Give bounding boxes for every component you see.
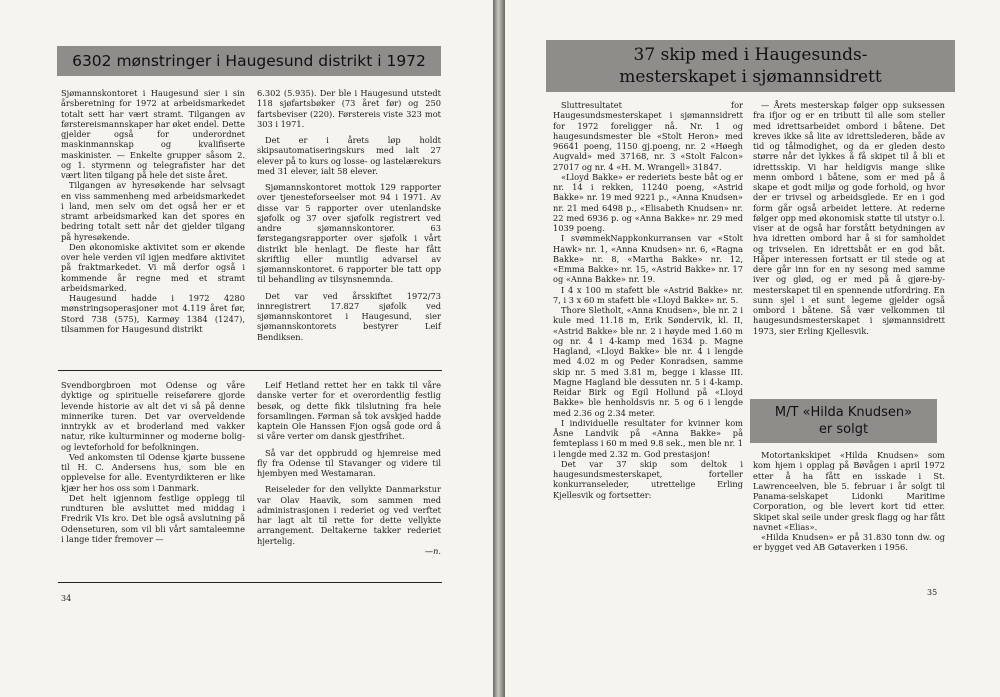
paragraph: Reiseleder for den vellykte Danmarkstur var Olav Haavik, som sammen med administrasjonen i rederiet og ved verftet har lagt alt til rette for dette vellykte arrangement. Deltakerne takker rederiet hjertelig.: [257, 484, 441, 546]
article-column-2: [257, 88, 441, 342]
paragraph: Svendborgbroen mot Odense og våre dyktige og spirituelle reiseførere gjorde levende historie av alt det vi så på denne minnerike turen. Det var overveldende inntrykk av et broderland med vakker natur, rike kulturminner og moderne bolig- og levteforhold for befolkningen.: [61, 380, 245, 452]
paragraph: Det var ved årsskiftet 1972/73 innregistrert 17.827 sjøfolk ved sjømannskontoret i Haugesund, sier sjømannskontorets bestyrer Leif Bendiksen.: [257, 290, 441, 342]
article-column-3: [753, 450, 945, 553]
paragraph: «Lloyd Bakke» er rederiets beste båt og er nr. 14 i rekken, 11240 poeng, «Astrid Bakke» nr. 19 med 9221 p., «Anna Knudsen» nr. 21 med 6498 p., «Elisabeth Knudsen» nr. 22 med 6936 p. og «Anna Bakke» nr. 29 med 1039 poeng.: [553, 171, 743, 233]
subheadline-line-2: er solgt: [818, 422, 869, 437]
paragraph: I 4 x 100 m stafett ble «Astrid Bakke» nr. 7, i 3 x 60 m stafett ble «Lloyd Bakke» nr. 5.: [553, 284, 743, 305]
paragraph: Det er i årets løp holdt skipsautomatiseringskurs med ialt 27 elever på to kurs og losse- og lastelærekurs med 31 elever, ialt 58 elever.: [257, 135, 441, 176]
paragraph: — Årets mesterskap følger opp suksessen fra ifjor og er en tributt til alle som steller med idrettsarbeidet ombord i båtene. Det kreves ikke så lite av idrettslederen, både av tid og tålmodighet, og da er gleden desto større når det lykkes å få skipet til å bli et idrettsskip. Vi har heldigvis mange slike menn ombord i båtene, som er med på å skape et godt miljø og gode forhold, og hvor der er trivsel og arbeidsglede. Er en i god form går også arbeidet lettere. At rederne følger opp med økonomisk støtte til utstyr o.l. viser at de også har forstått betydningen av hva idretten ombord har å si for samholdet og trivselen. En idrettsbåt er en god båt. Håper interessen fortsatt er til stede og at dere går inn for en ny sesong med samme iver og glød, og er med på å gjøre-by-mesterskapet til en spennende utfordring. En sunn sjel i et sunt legeme gjelder også ombord i båtene. Så vær velkommen til haugesundsmesterskapet i sjømannsidrett 1973, sier Erling Kjellesvik.: [753, 100, 945, 336]
paragraph: Thore Sletholt, «Anna Knudsen», ble nr. 2 i kule med 11.18 m, Erik Søndervik, kl. II, «Astrid Bakke» ble nr. 2 i høyde med 1.60 m og nr. 4 i 4-kamp med 1634 p. Magne Hagland, «Lloyd Bakke» ble nr. 4 i lengde med 4.02 m og Peder Konradsen, samme skip nr. 5 med 3.81 m, begge i klasse III. Magne Hagland ble dessuten nr. 5 i 4-kamp. Reidar Birk og Egil Hollund på «Lloyd Bakke» ble henholdsvis nr. 5 og 6 i lengde med 2.36 og 2.34 meter.: [553, 305, 743, 418]
book-gutter: [493, 0, 505, 697]
paragraph: I individuelle resultater for kvinner kom Åsne Landvik på «Anna Bakke» på femteplass i 60 m med 9.8 sek., men ble nr. 1 i lengde med 2.32 m. God prestasjon!: [553, 417, 743, 459]
headline-banner: [57, 46, 441, 76]
subheadline-box: [750, 399, 937, 443]
page-number: 35: [927, 588, 938, 597]
paragraph: Haugesund hadde i 1972 4280 mønstringsoperasjoner mot 4.119 året før, Stord 738 (575), Karmøy 1384 (1247), tilsammen for Haugesund distrikt: [61, 293, 245, 334]
headline-banner: [546, 40, 955, 92]
article-column-4: [257, 380, 441, 556]
article-column-2: [753, 100, 945, 336]
paragraph: Tilgangen av hyresøkende har selvsagt en viss sammenheng med arbeidsmarkedet i land, men selv om det også her er et stramt arbeidsmarked kan det spores en bedring totalt sett når det gjelder tilgang på hyresøkende.: [61, 180, 245, 242]
paragraph: Den økonomiske aktivitet som er økende over hele verden vil igjen medføre aktivitet på fraktmarkedet. Vi må derfor også i kommende år regne med et stramt arbeidsmarked.: [61, 241, 245, 293]
left-page: [0, 0, 493, 697]
paragraph: Det helt igjennom festlige opplegg til rundturen ble avsluttet med middag i Fredrik VIs kro. Det ble også avslutning på Odenseturen, som vil bli vårt samtaleemne i lange tider fremover —: [61, 492, 245, 544]
right-page: [505, 0, 1000, 697]
article-column-1: [553, 100, 743, 500]
paragraph: Sjømannskontoret mottok 129 rapporter over tjenesteforseelser mot 94 i 1971. Av disse var 5 rapporter over utenlandske sjøfolk og 37 over sjøfolk registrert ved andre sjømannskontorer. 63 førstegangsrapporter over sjøfolk i vårt distrikt ble henlagt. De fleste har fått skriftlig eller muntlig advarsel av sjømannskontoret. 6 rapporter ble tatt opp til behandling av tilsynsnemnda.: [257, 182, 441, 285]
author-signature: —n.: [424, 545, 441, 556]
section-end-rule: [58, 582, 442, 583]
paragraph: 6.302 (5.935). Der ble i Haugesund utstedt 118 sjøfartsbøker (73 året før) og 250 fartsbeviser (220). Førstereis viste 323 mot 303 i 1971.: [257, 88, 441, 129]
paragraph: Leif Hetland rettet her en takk til våre danske verter for et overordentlig festlig besøk, og dette fikk tilslutning fra hele forsamlingen. Førman så tok avskjed hadde kaptein Ole Hanssen Fjon også gode ord å si våre verter om dansk gjestfrihet.: [257, 380, 441, 442]
subheadline-line-1: M/T «Hilda Knudsen»: [774, 405, 913, 420]
paragraph: Motortankskipet «Hilda Knudsen» som kom hjem i opplag på Bøvågen i april 1972 etter å ha fått en isskade i St. Lawrenceelven, ble 5. februar i år solgt til Panama-selskapet Lidonki Maritime Corporation, og ble levert kort tid etter. Skipet skal seile under gresk flagg og har fått navnet «Elias».: [753, 450, 945, 532]
paragraph: Ved ankomsten til Odense kjørte bussene til H. C. Andersens hus, som ble en opplevelse for alle. Eventyrdikteren er like kjær her hos oss som i Danmark.: [61, 451, 245, 493]
paragraph: «Hilda Knudsen» er på 31.830 tonn dw. og er bygget ved AB Gøtaverken i 1956.: [753, 532, 945, 553]
article-column-1: [61, 88, 245, 334]
headline-line-2: mesterskapet i sjømannsidrett: [619, 67, 882, 87]
paragraph: Så var det oppbrudd og hjemreise med fly fra Odense til Stavanger og videre til hjembyen med Westamaran.: [257, 447, 441, 478]
paragraph: Sluttresultatet for Haugesundsmesterskapet i sjømannsidrett for 1972 foreligger nå. Nr. 1 og haugesundsmester ble «Stolt Heron» med 96641 poeng, 1150 gj.poeng, nr. 2 «Høegh Augvald» med 37168, nr. 3 «Stolt Falcon» 27017 og nr. 4 «H. M. Wrangell» 31847.: [553, 100, 743, 172]
headline: 6302 mønstringer i Haugesund distrikt i 1972: [72, 52, 426, 70]
article-column-3: [61, 380, 245, 544]
paragraph: Det var 37 skip som deltok i haugesundsmesterskapet, forteller konkurranseleder, utrettelige Erling Kjellesvik og fortsetter:: [553, 458, 743, 500]
page-number: 34: [61, 594, 72, 603]
section-divider: [58, 370, 442, 371]
headline-line-1: 37 skip med i Haugesunds-: [633, 45, 868, 65]
paragraph: I svømmekNappkonkurransen var «Stolt Hawk» nr. 1, «Anna Knudsen» nr. 6, «Ragna Bakke» nr. 8, «Martha Bakke» nr. 12, «Emma Bakke» nr. 15, «Astrid Bakke» nr. 17 og «Anna Bakke» nr. 19.: [553, 233, 743, 285]
paragraph: Sjømannskontoret i Haugesund sier i sin årsberetning for 1972 at arbeidsmarkedet totalt sett har vært stramt. Tilgangen av førstereismannskaper har øket endel. Dette gjelder også for underordnet maskinmannskap og kvalifiserte maskinister. — Enkelte grupper såsom 2. og 1. styrmenn og telegrafister har det vært liten tilgang på hele det siste året.: [61, 88, 245, 180]
